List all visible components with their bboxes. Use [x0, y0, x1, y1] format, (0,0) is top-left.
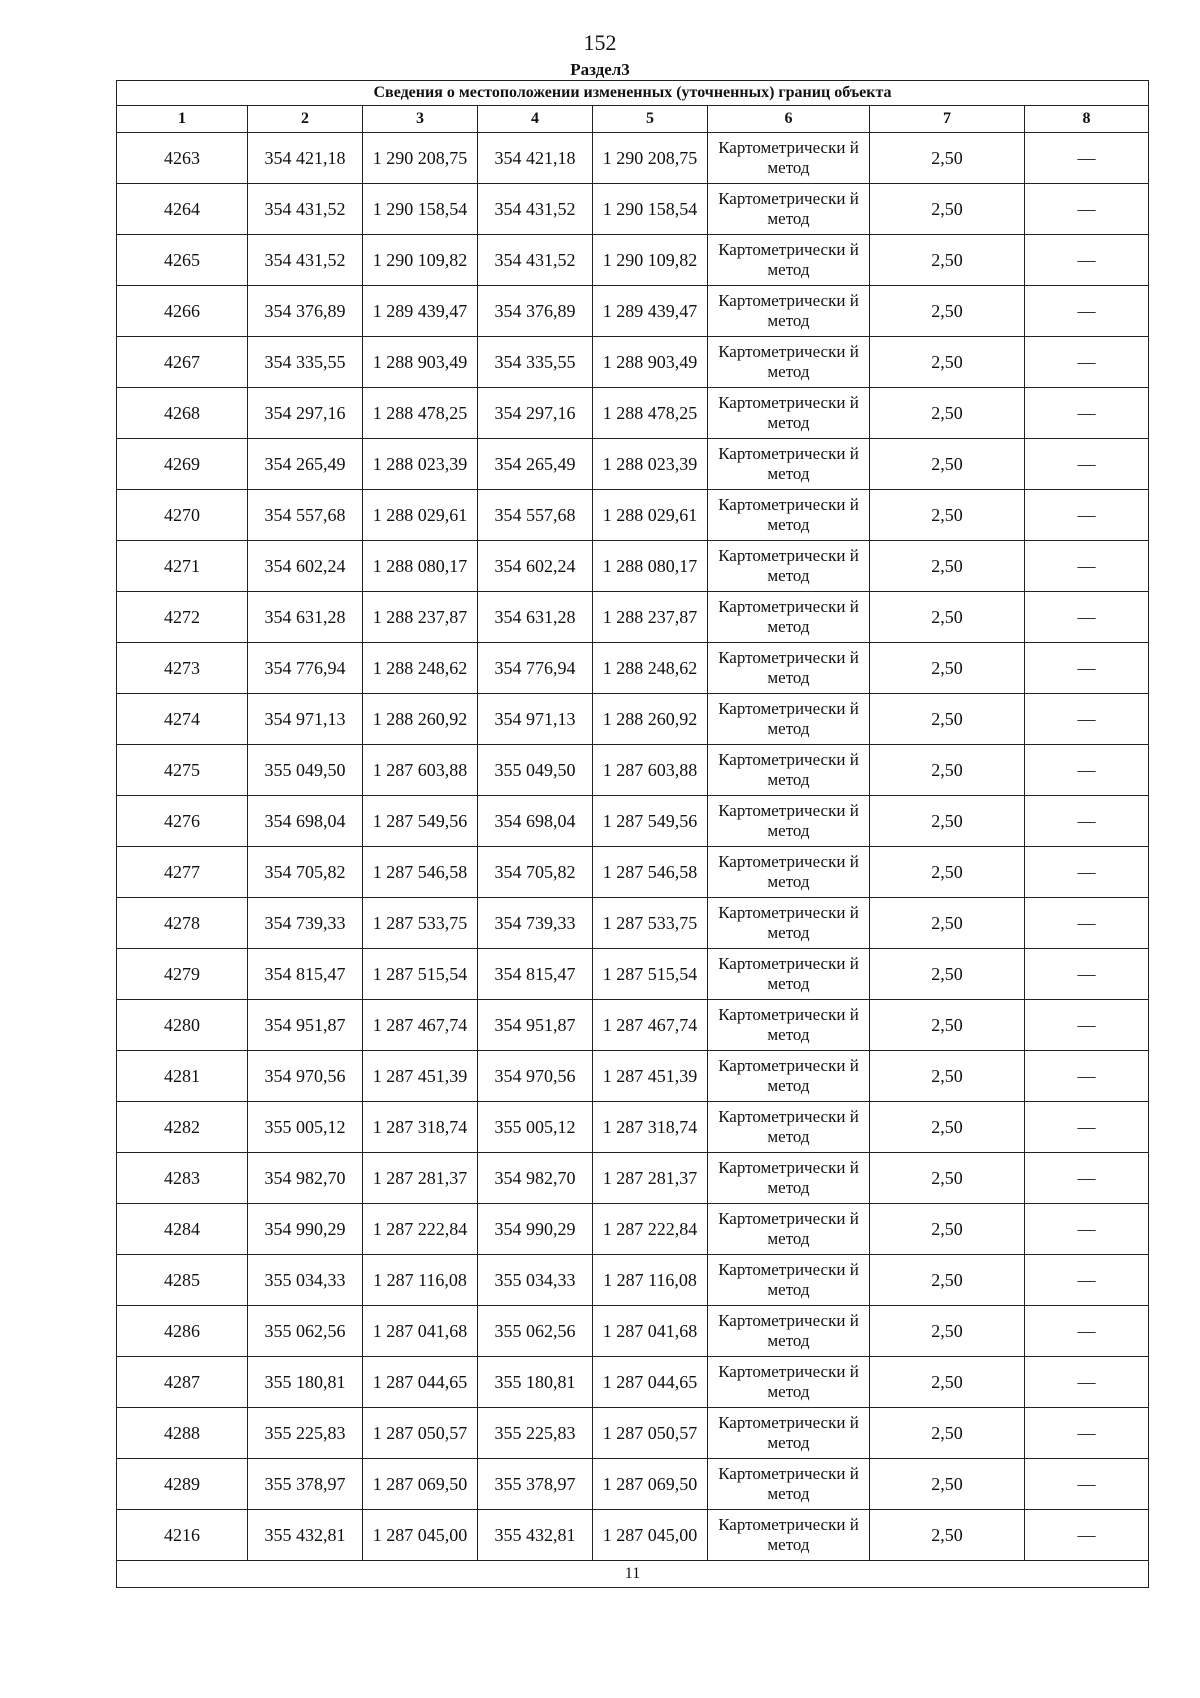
- cell-x-new: 354 698,04: [478, 796, 593, 847]
- cell-point-number: 4278: [117, 898, 248, 949]
- cell-description: —: [1025, 439, 1149, 490]
- cell-method: Картометрически й метод: [708, 286, 870, 337]
- cell-accuracy: 2,50: [870, 388, 1025, 439]
- cell-x-existing: 354 431,52: [248, 184, 363, 235]
- cell-description: —: [1025, 643, 1149, 694]
- cell-point-number: 4284: [117, 1204, 248, 1255]
- cell-description: —: [1025, 1204, 1149, 1255]
- cell-x-new: 354 631,28: [478, 592, 593, 643]
- cell-description: —: [1025, 490, 1149, 541]
- table-row: [117, 1000, 1149, 1051]
- table-row: [117, 745, 1149, 796]
- cell-description: —: [1025, 1102, 1149, 1153]
- cell-x-existing: 354 739,33: [248, 898, 363, 949]
- cell-description: —: [1025, 847, 1149, 898]
- cell-description: —: [1025, 949, 1149, 1000]
- cell-y-new: 1 288 080,17: [593, 541, 708, 592]
- cell-method: Картометрически й метод: [708, 235, 870, 286]
- cell-point-number: 4271: [117, 541, 248, 592]
- cell-description: —: [1025, 1255, 1149, 1306]
- cell-point-number: 4287: [117, 1357, 248, 1408]
- cell-point-number: 4269: [117, 439, 248, 490]
- cell-x-new: 354 431,52: [478, 235, 593, 286]
- cell-method: Картометрически й метод: [708, 1204, 870, 1255]
- column-header-row: [117, 106, 1149, 133]
- cell-method: Картометрически й метод: [708, 694, 870, 745]
- cell-description: —: [1025, 286, 1149, 337]
- column-header-3: 3: [363, 106, 478, 133]
- cell-method: Картометрически й метод: [708, 541, 870, 592]
- cell-y-existing: 1 288 080,17: [363, 541, 478, 592]
- cell-x-new: 354 951,87: [478, 1000, 593, 1051]
- cell-x-new: 354 602,24: [478, 541, 593, 592]
- cell-y-new: 1 287 045,00: [593, 1510, 708, 1561]
- cell-accuracy: 2,50: [870, 490, 1025, 541]
- cell-y-new: 1 287 603,88: [593, 745, 708, 796]
- table-row: [117, 1357, 1149, 1408]
- cell-description: —: [1025, 184, 1149, 235]
- cell-point-number: 4273: [117, 643, 248, 694]
- cell-accuracy: 2,50: [870, 541, 1025, 592]
- cell-x-new: 355 005,12: [478, 1102, 593, 1153]
- cell-x-new: 354 776,94: [478, 643, 593, 694]
- cell-y-existing: 1 290 158,54: [363, 184, 478, 235]
- boundary-table: [116, 80, 1149, 1588]
- cell-point-number: 4272: [117, 592, 248, 643]
- cell-y-existing: 1 287 533,75: [363, 898, 478, 949]
- column-header-5: 5: [593, 106, 708, 133]
- cell-x-existing: 354 602,24: [248, 541, 363, 592]
- cell-method: Картометрически й метод: [708, 796, 870, 847]
- cell-point-number: 4274: [117, 694, 248, 745]
- cell-y-existing: 1 287 281,37: [363, 1153, 478, 1204]
- cell-method: Картометрически й метод: [708, 745, 870, 796]
- cell-y-existing: 1 287 045,00: [363, 1510, 478, 1561]
- cell-description: —: [1025, 1459, 1149, 1510]
- cell-method: Картометрически й метод: [708, 1408, 870, 1459]
- cell-x-new: 354 265,49: [478, 439, 593, 490]
- cell-y-new: 1 287 050,57: [593, 1408, 708, 1459]
- cell-y-new: 1 288 260,92: [593, 694, 708, 745]
- cell-y-new: 1 287 467,74: [593, 1000, 708, 1051]
- cell-point-number: 4277: [117, 847, 248, 898]
- cell-y-existing: 1 288 023,39: [363, 439, 478, 490]
- page-number: 152: [583, 30, 617, 55]
- cell-point-number: 4268: [117, 388, 248, 439]
- table-row: [117, 847, 1149, 898]
- cell-description: —: [1025, 235, 1149, 286]
- cell-point-number: 4281: [117, 1051, 248, 1102]
- cell-accuracy: 2,50: [870, 1408, 1025, 1459]
- cell-y-existing: 1 287 549,56: [363, 796, 478, 847]
- table-row: [117, 898, 1149, 949]
- cell-x-existing: 355 225,83: [248, 1408, 363, 1459]
- cell-x-existing: 354 815,47: [248, 949, 363, 1000]
- cell-method: Картометрически й метод: [708, 1102, 870, 1153]
- cell-accuracy: 2,50: [870, 643, 1025, 694]
- cell-x-new: 354 705,82: [478, 847, 593, 898]
- cell-accuracy: 2,50: [870, 1510, 1025, 1561]
- cell-y-new: 1 287 515,54: [593, 949, 708, 1000]
- cell-y-new: 1 288 478,25: [593, 388, 708, 439]
- cell-x-existing: 354 431,52: [248, 235, 363, 286]
- cell-description: —: [1025, 1000, 1149, 1051]
- table-footer: 11: [117, 1561, 1149, 1588]
- cell-accuracy: 2,50: [870, 745, 1025, 796]
- table-caption: Сведения о местоположении измененных (уточненных) границ объекта: [117, 81, 1149, 106]
- cell-y-existing: 1 288 260,92: [363, 694, 478, 745]
- cell-x-new: 354 970,56: [478, 1051, 593, 1102]
- cell-x-existing: 354 705,82: [248, 847, 363, 898]
- cell-point-number: 4282: [117, 1102, 248, 1153]
- table-row: [117, 337, 1149, 388]
- column-header-4: 4: [478, 106, 593, 133]
- cell-method: Картометрически й метод: [708, 490, 870, 541]
- cell-accuracy: 2,50: [870, 1153, 1025, 1204]
- table-row: [117, 388, 1149, 439]
- cell-method: Картометрически й метод: [708, 898, 870, 949]
- cell-accuracy: 2,50: [870, 1204, 1025, 1255]
- cell-description: —: [1025, 1153, 1149, 1204]
- cell-x-existing: 354 982,70: [248, 1153, 363, 1204]
- cell-x-new: 354 990,29: [478, 1204, 593, 1255]
- cell-accuracy: 2,50: [870, 592, 1025, 643]
- table-row: [117, 592, 1149, 643]
- cell-method: Картометрически й метод: [708, 949, 870, 1000]
- cell-method: Картометрически й метод: [708, 1357, 870, 1408]
- column-header-2: 2: [248, 106, 363, 133]
- cell-y-new: 1 290 109,82: [593, 235, 708, 286]
- cell-description: —: [1025, 592, 1149, 643]
- cell-x-new: 355 062,56: [478, 1306, 593, 1357]
- cell-point-number: 4279: [117, 949, 248, 1000]
- cell-y-existing: 1 287 451,39: [363, 1051, 478, 1102]
- cell-accuracy: 2,50: [870, 1051, 1025, 1102]
- table-row: [117, 1306, 1149, 1357]
- table-row: [117, 1051, 1149, 1102]
- cell-accuracy: 2,50: [870, 184, 1025, 235]
- cell-y-new: 1 287 549,56: [593, 796, 708, 847]
- cell-description: —: [1025, 694, 1149, 745]
- column-header-7: 7: [870, 106, 1025, 133]
- cell-x-existing: 354 971,13: [248, 694, 363, 745]
- cell-x-existing: 354 698,04: [248, 796, 363, 847]
- cell-x-existing: 354 990,29: [248, 1204, 363, 1255]
- table-row: [117, 1204, 1149, 1255]
- cell-accuracy: 2,50: [870, 694, 1025, 745]
- table-row: [117, 439, 1149, 490]
- cell-x-new: 354 739,33: [478, 898, 593, 949]
- table-row: [117, 490, 1149, 541]
- cell-x-new: 355 225,83: [478, 1408, 593, 1459]
- cell-y-existing: 1 287 467,74: [363, 1000, 478, 1051]
- cell-x-existing: 354 557,68: [248, 490, 363, 541]
- cell-method: Картометрически й метод: [708, 1510, 870, 1561]
- cell-x-existing: 354 376,89: [248, 286, 363, 337]
- cell-x-existing: 355 378,97: [248, 1459, 363, 1510]
- table-row: [117, 1255, 1149, 1306]
- cell-x-new: 355 432,81: [478, 1510, 593, 1561]
- cell-description: —: [1025, 1051, 1149, 1102]
- cell-accuracy: 2,50: [870, 235, 1025, 286]
- cell-accuracy: 2,50: [870, 133, 1025, 184]
- cell-y-existing: 1 288 248,62: [363, 643, 478, 694]
- cell-point-number: 4264: [117, 184, 248, 235]
- cell-x-existing: 354 265,49: [248, 439, 363, 490]
- cell-method: Картометрически й метод: [708, 184, 870, 235]
- cell-point-number: 4280: [117, 1000, 248, 1051]
- cell-y-new: 1 288 023,39: [593, 439, 708, 490]
- cell-method: Картометрически й метод: [708, 133, 870, 184]
- table-row: [117, 796, 1149, 847]
- cell-x-existing: 354 951,87: [248, 1000, 363, 1051]
- cell-x-existing: 354 631,28: [248, 592, 363, 643]
- cell-description: —: [1025, 388, 1149, 439]
- cell-y-new: 1 287 318,74: [593, 1102, 708, 1153]
- cell-x-new: 354 971,13: [478, 694, 593, 745]
- cell-x-existing: 355 034,33: [248, 1255, 363, 1306]
- cell-x-existing: 354 335,55: [248, 337, 363, 388]
- cell-description: —: [1025, 1357, 1149, 1408]
- cell-accuracy: 2,50: [870, 1255, 1025, 1306]
- cell-x-new: 354 297,16: [478, 388, 593, 439]
- cell-description: —: [1025, 1306, 1149, 1357]
- cell-point-number: 4283: [117, 1153, 248, 1204]
- cell-y-new: 1 289 439,47: [593, 286, 708, 337]
- cell-accuracy: 2,50: [870, 1102, 1025, 1153]
- column-header-6: 6: [708, 106, 870, 133]
- cell-method: Картометрически й метод: [708, 1153, 870, 1204]
- table-row: [117, 1510, 1149, 1561]
- cell-y-new: 1 290 208,75: [593, 133, 708, 184]
- cell-x-existing: 354 297,16: [248, 388, 363, 439]
- table-row: [117, 184, 1149, 235]
- cell-y-existing: 1 290 109,82: [363, 235, 478, 286]
- cell-y-new: 1 287 451,39: [593, 1051, 708, 1102]
- cell-point-number: 4263: [117, 133, 248, 184]
- cell-method: Картометрически й метод: [708, 1000, 870, 1051]
- cell-description: —: [1025, 337, 1149, 388]
- cell-y-new: 1 288 248,62: [593, 643, 708, 694]
- table-row: [117, 1153, 1149, 1204]
- cell-method: Картометрически й метод: [708, 337, 870, 388]
- cell-y-new: 1 287 222,84: [593, 1204, 708, 1255]
- cell-y-new: 1 287 116,08: [593, 1255, 708, 1306]
- cell-y-new: 1 287 069,50: [593, 1459, 708, 1510]
- cell-accuracy: 2,50: [870, 1357, 1025, 1408]
- cell-point-number: 4288: [117, 1408, 248, 1459]
- cell-y-new: 1 288 903,49: [593, 337, 708, 388]
- table-row: [117, 1408, 1149, 1459]
- cell-y-new: 1 287 041,68: [593, 1306, 708, 1357]
- cell-y-existing: 1 287 069,50: [363, 1459, 478, 1510]
- cell-method: Картометрически й метод: [708, 1306, 870, 1357]
- cell-y-existing: 1 289 439,47: [363, 286, 478, 337]
- cell-y-existing: 1 288 237,87: [363, 592, 478, 643]
- cell-accuracy: 2,50: [870, 847, 1025, 898]
- cell-x-existing: 355 062,56: [248, 1306, 363, 1357]
- cell-y-new: 1 288 237,87: [593, 592, 708, 643]
- cell-method: Картометрически й метод: [708, 847, 870, 898]
- cell-accuracy: 2,50: [870, 286, 1025, 337]
- cell-y-new: 1 287 546,58: [593, 847, 708, 898]
- cell-accuracy: 2,50: [870, 1306, 1025, 1357]
- cell-point-number: 4286: [117, 1306, 248, 1357]
- cell-x-new: 355 180,81: [478, 1357, 593, 1408]
- cell-point-number: 4285: [117, 1255, 248, 1306]
- cell-y-existing: 1 290 208,75: [363, 133, 478, 184]
- cell-y-existing: 1 288 478,25: [363, 388, 478, 439]
- cell-x-new: 355 049,50: [478, 745, 593, 796]
- table-row: [117, 1459, 1149, 1510]
- cell-accuracy: 2,50: [870, 439, 1025, 490]
- cell-x-existing: 355 005,12: [248, 1102, 363, 1153]
- cell-point-number: 4276: [117, 796, 248, 847]
- table-row: [117, 286, 1149, 337]
- cell-point-number: 4289: [117, 1459, 248, 1510]
- cell-x-new: 354 982,70: [478, 1153, 593, 1204]
- cell-y-existing: 1 288 029,61: [363, 490, 478, 541]
- cell-y-existing: 1 287 050,57: [363, 1408, 478, 1459]
- cell-x-existing: 354 421,18: [248, 133, 363, 184]
- cell-accuracy: 2,50: [870, 337, 1025, 388]
- cell-x-new: 355 378,97: [478, 1459, 593, 1510]
- cell-description: —: [1025, 1408, 1149, 1459]
- cell-point-number: 4275: [117, 745, 248, 796]
- column-header-1: 1: [117, 106, 248, 133]
- column-header-8: 8: [1025, 106, 1149, 133]
- cell-y-new: 1 290 158,54: [593, 184, 708, 235]
- cell-x-existing: 355 049,50: [248, 745, 363, 796]
- cell-accuracy: 2,50: [870, 796, 1025, 847]
- cell-method: Картометрически й метод: [708, 1051, 870, 1102]
- cell-x-new: 354 557,68: [478, 490, 593, 541]
- table-body: [117, 133, 1149, 1561]
- cell-point-number: 4267: [117, 337, 248, 388]
- cell-point-number: 4265: [117, 235, 248, 286]
- cell-x-existing: 354 970,56: [248, 1051, 363, 1102]
- cell-accuracy: 2,50: [870, 949, 1025, 1000]
- cell-y-existing: 1 287 041,68: [363, 1306, 478, 1357]
- cell-y-existing: 1 287 044,65: [363, 1357, 478, 1408]
- cell-y-existing: 1 288 903,49: [363, 337, 478, 388]
- cell-point-number: 4270: [117, 490, 248, 541]
- table-row: [117, 1102, 1149, 1153]
- cell-x-new: 354 815,47: [478, 949, 593, 1000]
- cell-point-number: 4266: [117, 286, 248, 337]
- cell-y-existing: 1 287 116,08: [363, 1255, 478, 1306]
- cell-y-new: 1 287 533,75: [593, 898, 708, 949]
- cell-accuracy: 2,50: [870, 1000, 1025, 1051]
- cell-method: Картометрически й метод: [708, 1459, 870, 1510]
- cell-y-existing: 1 287 546,58: [363, 847, 478, 898]
- cell-description: —: [1025, 133, 1149, 184]
- cell-point-number: 4216: [117, 1510, 248, 1561]
- table-row: [117, 235, 1149, 286]
- cell-y-existing: 1 287 515,54: [363, 949, 478, 1000]
- cell-method: Картометрически й метод: [708, 1255, 870, 1306]
- table-row: [117, 694, 1149, 745]
- cell-method: Картометрически й метод: [708, 643, 870, 694]
- cell-y-existing: 1 287 603,88: [363, 745, 478, 796]
- cell-method: Картометрически й метод: [708, 439, 870, 490]
- cell-description: —: [1025, 796, 1149, 847]
- cell-y-existing: 1 287 222,84: [363, 1204, 478, 1255]
- cell-description: —: [1025, 1510, 1149, 1561]
- cell-accuracy: 2,50: [870, 1459, 1025, 1510]
- cell-y-new: 1 287 281,37: [593, 1153, 708, 1204]
- cell-x-existing: 355 432,81: [248, 1510, 363, 1561]
- cell-method: Картометрически й метод: [708, 388, 870, 439]
- cell-x-existing: 354 776,94: [248, 643, 363, 694]
- cell-x-new: 354 376,89: [478, 286, 593, 337]
- cell-description: —: [1025, 898, 1149, 949]
- table-row: [117, 133, 1149, 184]
- cell-x-new: 354 421,18: [478, 133, 593, 184]
- cell-description: —: [1025, 745, 1149, 796]
- cell-y-new: 1 287 044,65: [593, 1357, 708, 1408]
- cell-x-new: 354 335,55: [478, 337, 593, 388]
- cell-accuracy: 2,50: [870, 898, 1025, 949]
- table-row: [117, 541, 1149, 592]
- cell-description: —: [1025, 541, 1149, 592]
- cell-x-new: 355 034,33: [478, 1255, 593, 1306]
- table-row: [117, 643, 1149, 694]
- cell-x-new: 354 431,52: [478, 184, 593, 235]
- table-row: [117, 949, 1149, 1000]
- cell-y-existing: 1 287 318,74: [363, 1102, 478, 1153]
- cell-method: Картометрически й метод: [708, 592, 870, 643]
- cell-x-existing: 355 180,81: [248, 1357, 363, 1408]
- section-title: Раздел3: [570, 60, 630, 79]
- cell-y-new: 1 288 029,61: [593, 490, 708, 541]
